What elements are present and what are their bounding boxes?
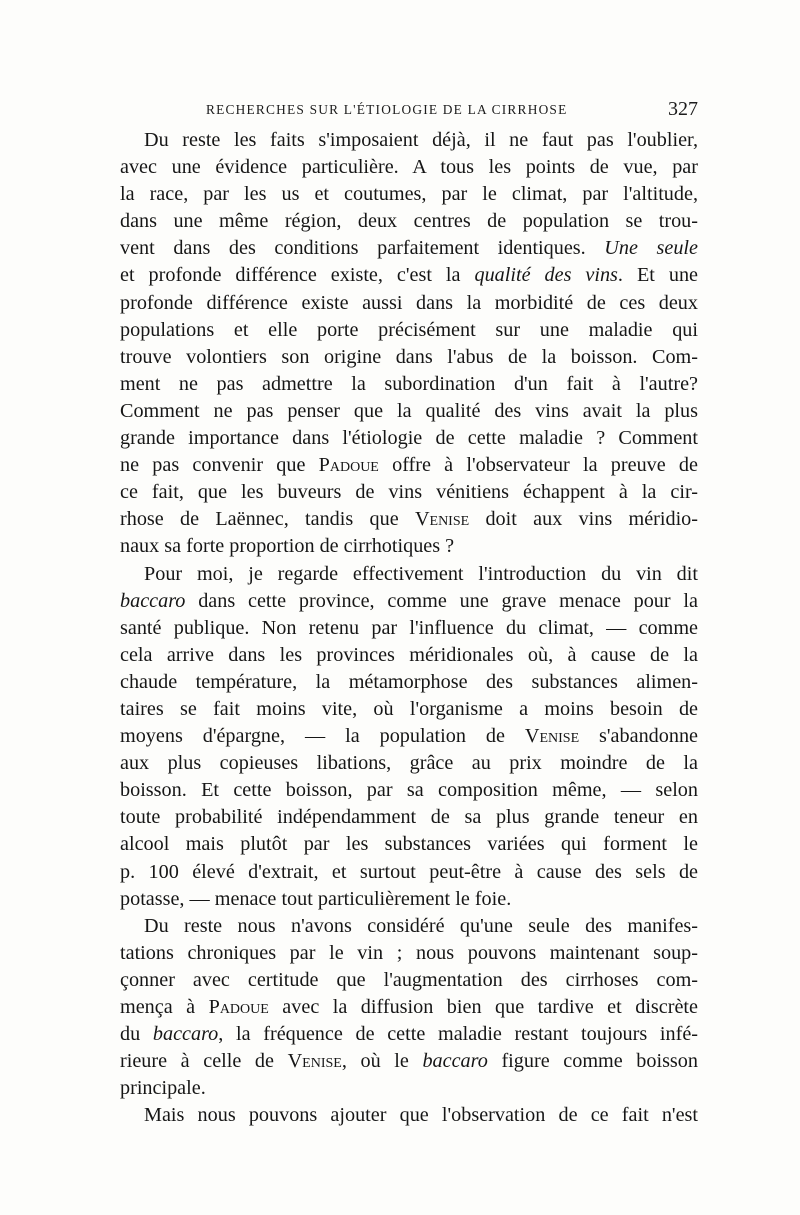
text-line: Du reste nous n'avons considéré qu'une seule des manifes-: [144, 914, 698, 937]
text-line: rieure à celle de Venise, où le baccaro figure comme boisson: [120, 1050, 698, 1073]
text-line: naux sa forte proportion de cirrhotiques ?: [120, 535, 455, 558]
text-line: baccaro dans cette province, comme une grave menace pour la: [120, 589, 698, 612]
text-line: la race, par les us et coutumes, par le climat, par l'altitude,: [120, 183, 698, 206]
text-line: grande importance dans l'étiologie de cette maladie ? Comment: [120, 427, 698, 450]
text-line: boisson. Et cette boisson, par sa composition même, — selon: [120, 779, 698, 802]
text-line: rhose de Laënnec, tandis que Venise doit aux vins méridio-: [120, 508, 699, 531]
text-line: Pour moi, je regarde effectivement l'introduction du vin dit: [144, 562, 698, 585]
text-line: ment ne pas admettre la subordination d'un fait à l'autre?: [120, 372, 698, 395]
text-line: toute probabilité indépendamment de sa plus grande teneur en: [120, 806, 698, 829]
text-line: dans une même région, deux centres de population se trou-: [120, 210, 698, 233]
text-line: çonner avec certitude que l'augmentation des cirrhoses com-: [120, 968, 698, 991]
text-line: et profonde différence existe, c'est la qualité des vins. Et une: [120, 264, 699, 287]
text-line: santé publique. Non retenu par l'influence du climat, — comme: [120, 616, 698, 639]
text-line: du baccaro, la fréquence de cette maladie restant toujours infé-: [120, 1023, 699, 1046]
running-head: [120, 98, 698, 124]
text-line: mença à Padoue avec la diffusion bien que tardive et discrète: [120, 996, 698, 1018]
text-line: p. 100 élevé d'extrait, et surtout peut-être à cause des sels de: [120, 860, 698, 883]
text-line: avec une évidence particulière. A tous les points de vue, par: [120, 156, 698, 179]
text-line: chaude température, la métamorphose des substances alimen-: [120, 670, 698, 693]
running-title: RECHERCHES SUR L'ÉTIOLOGIE DE LA CIRRHOSE: [206, 102, 568, 117]
text-line: potasse, — menace tout particulièrement le foie.: [120, 887, 512, 910]
text-line: vent dans des conditions parfaitement identiques. Une seule: [120, 237, 698, 260]
text-line: alcool mais plutôt par les substances variées qui forment le: [120, 833, 698, 856]
text-line: cela arrive dans les provinces méridionales où, à cause de la: [120, 643, 698, 666]
text-line: Comment ne pas penser que la qualité des vins avait la plus: [120, 399, 698, 422]
page-number: 327: [668, 98, 698, 120]
text-line: ce fait, que les buveurs de vins vénitiens échappent à la cir-: [120, 481, 698, 504]
text-line: moyens d'épargne, — la population de Venise s'abandonne: [120, 725, 698, 748]
text-line: taires se fait moins vite, où l'organisme a moins besoin de: [120, 697, 698, 720]
text-line: populations et elle porte précisément sur une maladie qui: [120, 318, 698, 341]
text-line: aux plus copieuses libations, grâce au prix moindre de la: [120, 752, 698, 775]
text-line: trouve volontiers son origine dans l'abus de la boisson. Com-: [120, 345, 698, 368]
text-line: principale.: [120, 1077, 206, 1100]
text-line: tations chroniques par le vin ; nous pouvons maintenant soup-: [120, 941, 698, 964]
body-text: [120, 127, 698, 1129]
text-line: profonde différence existe aussi dans la morbidité de ces deux: [120, 291, 698, 314]
text-line: ne pas convenir que Padoue offre à l'observateur la preuve de: [120, 454, 698, 477]
text-line: Du reste les faits s'imposaient déjà, il ne faut pas l'oublier,: [144, 129, 698, 151]
text-line: Mais nous pouvons ajouter que l'observation de ce fait n'est: [144, 1104, 698, 1127]
